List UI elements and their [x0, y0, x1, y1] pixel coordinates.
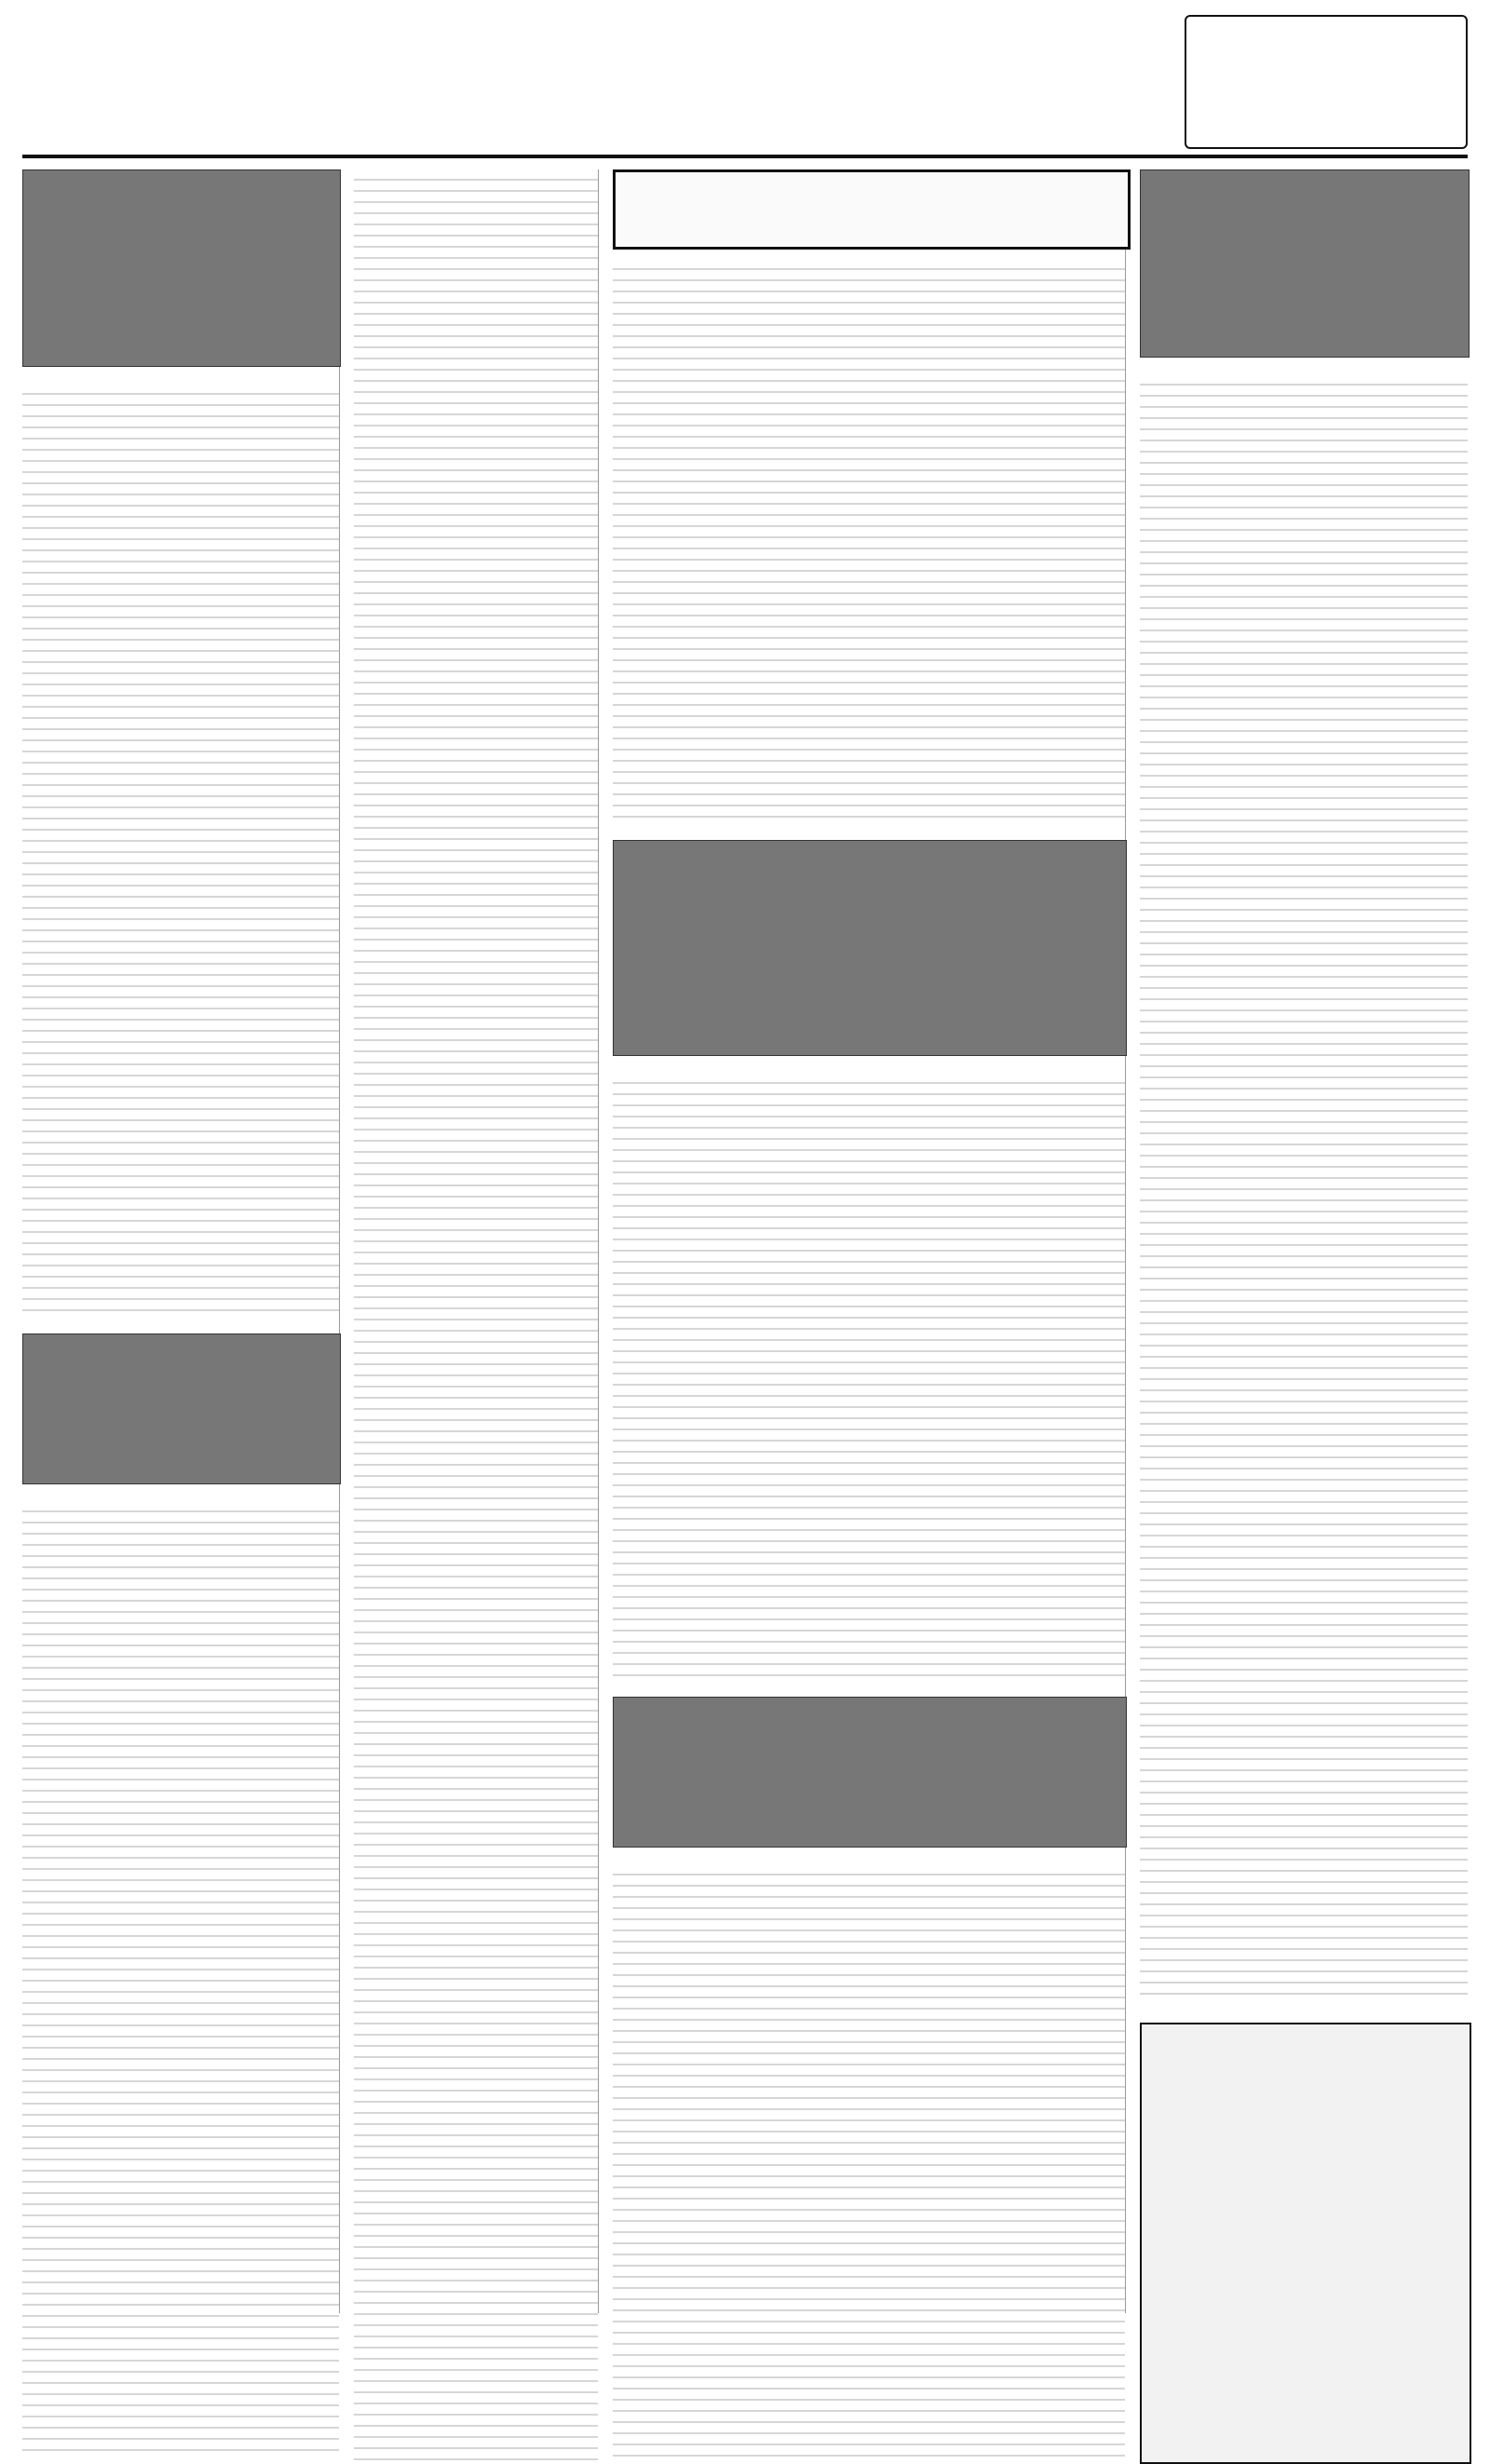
article-body — [1140, 374, 1468, 2004]
photo — [22, 1334, 341, 1484]
newspaper-logo — [1185, 15, 1468, 149]
classified-ad — [1140, 2023, 1471, 2464]
photo — [613, 1697, 1127, 1848]
column-3 — [613, 169, 1126, 2313]
dateline — [22, 104, 860, 142]
photo — [613, 840, 1127, 1056]
article-body — [613, 1864, 1125, 2460]
column-4 — [1140, 169, 1468, 2313]
article-body — [613, 259, 1125, 827]
masthead — [22, 15, 1468, 158]
article-body — [354, 169, 598, 2460]
photo — [22, 169, 341, 367]
article-body — [22, 384, 339, 1315]
column-2 — [354, 169, 599, 2313]
column-1 — [22, 169, 340, 2313]
article-body — [22, 1501, 339, 2460]
article-body — [613, 1073, 1125, 1678]
lead-headline — [613, 169, 1131, 250]
newspaper-page — [22, 15, 1468, 2313]
photo — [1140, 169, 1470, 358]
